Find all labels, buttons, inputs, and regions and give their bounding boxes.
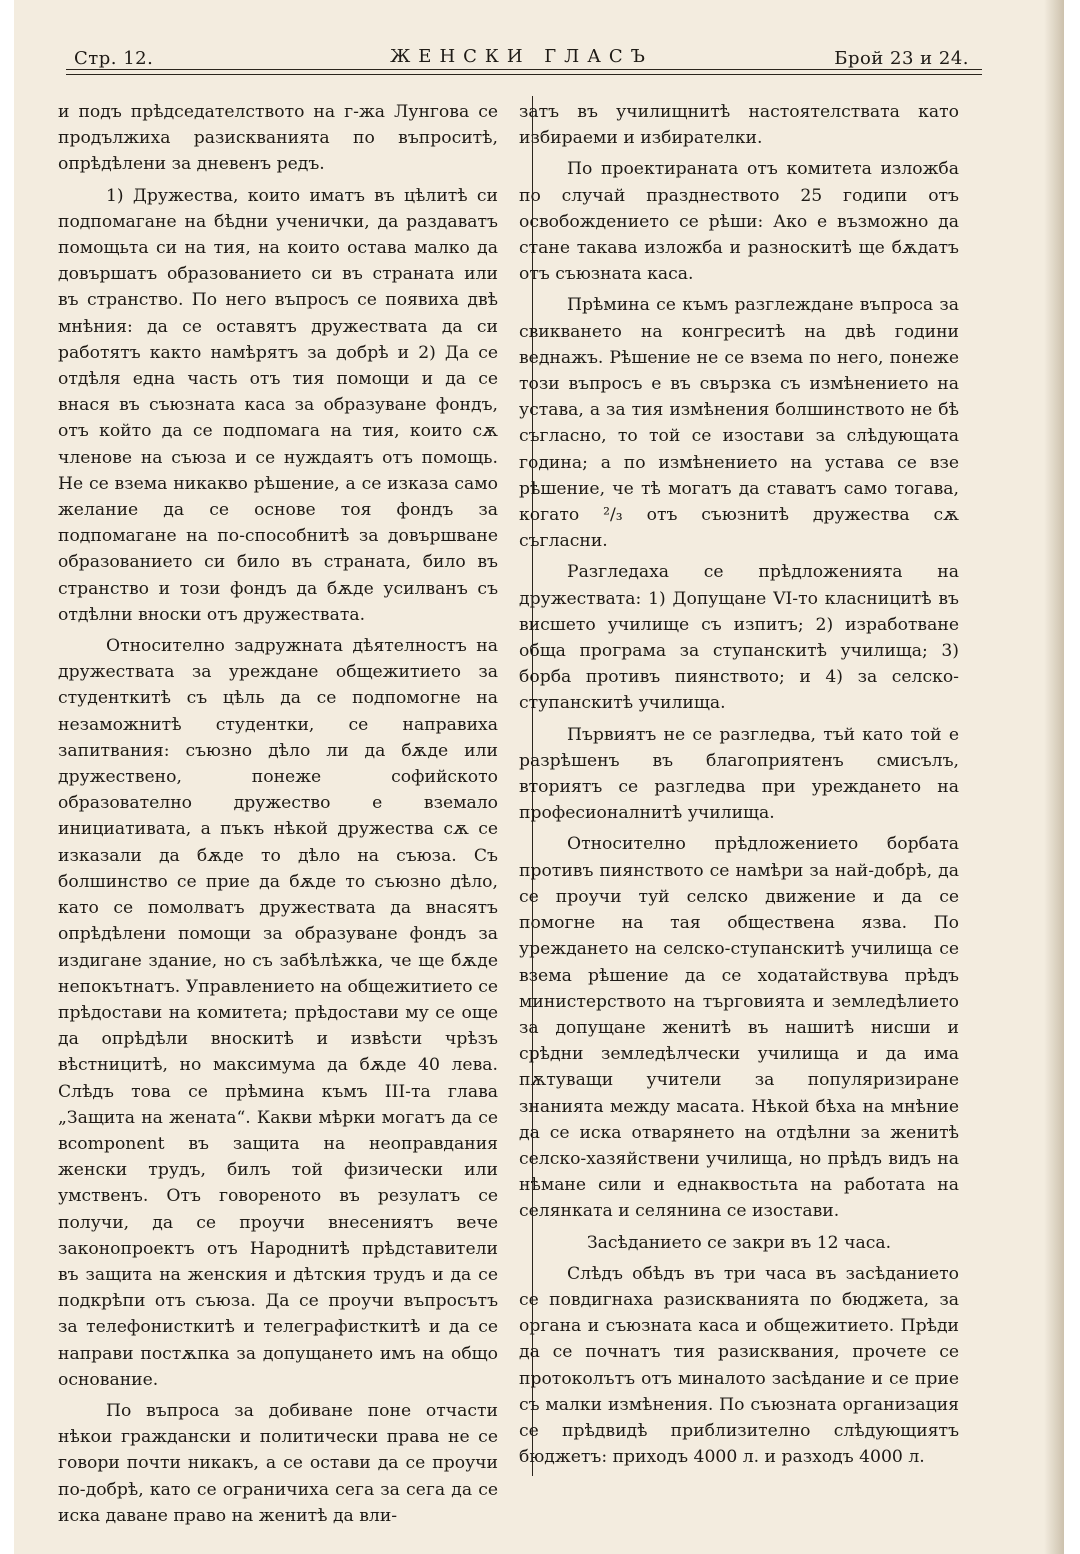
paragraph: Относително прѣдложението борбата противъ пиянството се намѣри за най-добрѣ, да се проучи туй селско движение и да се помогне на тая обществена язва. По уреждането на селско-ступанскитѣ училища се взема рѣшение да се ходатайствува прѣдъ министерството на търговията и земледѣлието за допущане женитѣ въ нашитѣ нисши и срѣдни земледѣлчески училища и да има пѫтуващи учители за популяризиране знанията между масата. Нѣкой бѣха на мнѣние да се иска отварянето на отдѣлни за женитѣ селско-хазяйствени училища, но прѣдъ видъ на нѣмане сили и еднаквостьта на работата на селянката и селянина се изостави. bbox=[519, 834, 959, 1222]
paragraph: Относително задружната дѣятелностъ на дружествата за уреждане общежитието за студенткитѣ съ цѣль да се подпомогне на незаможнитѣ студентки, се направиха запитвания: съюзно дѣло ли да бѫде или дружествено, понеже софийското образователно дружество е вземало инициативата, а пъкъ нѣкой дружества сѫ се изказали да бѫде то дѣло на съюза. Съ болшинство се прие да бѫде то съюзно дѣло, като се помолватъ дружествата да внасятъ опрѣдѣлени помощи за образуване фондъ за издигане здание, но съ забѣлѣжка, че ще бѫде непокътнатъ. Управлението на общежитието се прѣдостави на комитета; прѣдостави му се още да опрѣдѣли вноскитѣ и извѣсти чрѣзъ вѣстницитѣ, но максимума да бѫде 40 лева. Слѣдъ това се прѣмина къмъ III-та глава „Защита на жената“. Какви мѣрки могатъ да се вcomponent въ защита на неоправдания женски трудъ, билъ той физически или умственъ. Отъ говореното въ резулатъ се получи, да се проучи внесениятъ вече законопроектъ отъ Народнитѣ прѣдставители въ защита на женския и дѣтския трудъ и да се подкрѣпи отъ съюза. Да се проучи въпросътъ за телефонисткитѣ и телеграфисткитѣ и да се направи постѫпка за допущането имъ на общо основание. bbox=[58, 636, 498, 1390]
left-column bbox=[58, 99, 498, 1529]
newspaper-page bbox=[14, 0, 1064, 1554]
paragraph: затъ въ училищнитѣ настоятелствата като избираеми и избирателки. bbox=[519, 102, 959, 149]
paragraph: По въпроса за добиване поне отчасти нѣкои граждански и политически права не се говори почти никакъ, а се остави да се проучи по-добрѣ, като се ограничиха сега за сега да се иска даване право на женитѣ да вли- bbox=[58, 1400, 498, 1526]
paragraph: Разгледаха се прѣдложенията на дружествата: 1) Допущане VI-то класницитѣ въ висшето училище съ изпитъ; 2) изработване обща програма за ступанскитѣ училища; 3) борба противъ пиянството; и 4) за селско-ступанскитѣ училища. bbox=[519, 562, 959, 714]
paragraph: и подъ прѣдседателството на г-жа Лунгова се продължиха разискванията по въпроситѣ, опрѣдѣлени за дневенъ редъ. bbox=[58, 102, 498, 175]
header-rule-bottom bbox=[66, 74, 982, 75]
right-column bbox=[519, 99, 959, 1470]
paragraph: Първиятъ не се разгледва, тъй като той е разрѣшенъ въ благоприятенъ смисълъ, вториятъ се разгледва при уреждането на професионалнитѣ училища. bbox=[519, 724, 959, 824]
paragraph: По проектираната отъ комитета изложба по случай празднеството 25 годипи отъ освобождението се рѣши: Ако е възможно да стане такава изложба и разноскитѣ ще бѫдатъ отъ съюзната каса. bbox=[519, 159, 959, 285]
paragraph: Прѣмина се къмъ разглеждане въпроса за свикването на конгреситѣ на двѣ години веднажъ. Рѣшение не се взема по него, понеже този въпросъ е въ свързка съ измѣнението на устава, а за тия измѣнения болшинството не бѣ съгласно, то той се изостави за слѣдующата година; а по измѣнението на устава се взе рѣшение, че тѣ могатъ да ставатъ само тогава, когато ²/₃ отъ съюзнитѣ дружества сѫ съгласни. bbox=[519, 295, 959, 552]
paragraph: Слѣдъ обѣдъ въ три часа въ засѣданието се повдигнаха разискванията по бюджета, за органа и съюзната каса и общежитието. Прѣди да се почнатъ тия разисквания, прочете се протоколътъ отъ миналото засѣдание и се прие съ малки измѣнения. По съюзната организация се прѣдвидѣ приблизително слѣдующиятъ бюджетъ: приходъ 4000 л. и разходъ 4000 л. bbox=[519, 1263, 959, 1468]
newspaper-title: ЖЕНСКИ ГЛАСЪ bbox=[390, 46, 653, 67]
paragraph: 1) Дружества, които иматъ въ цѣлитѣ си подпомагане на бѣдни ученички, да раздаватъ помощьта си на тия, на които остава малко да довършатъ образованието си въ страната или въ странство. По него въпросъ се появиха двѣ мнѣния: да се оставятъ дружествата да си работятъ както намѣрятъ за добрѣ и 2) Да се отдѣля една часть отъ тия помощи и да се внася въ съюзната каса за образуване фондъ, отъ който да се подпомага на тия, които сѫ членове на съюза и се нуждаятъ отъ помощь. Не се взема никакво рѣшение, а се изказа само желание да се основе тоя фондъ за подпомагане на по-способнитѣ за довършване образованието си било въ страната, било въ странство и този фондъ да бѫде усилванъ съ отдѣлни вноски отъ дружествата. bbox=[58, 185, 498, 625]
issue-number: Брой 23 и 24. bbox=[834, 48, 969, 69]
header-rule-top bbox=[66, 69, 982, 70]
page-number: Стр. 12. bbox=[74, 48, 154, 69]
session-closed-line: Засѣданието се закри въ 12 часа. bbox=[586, 1232, 892, 1253]
